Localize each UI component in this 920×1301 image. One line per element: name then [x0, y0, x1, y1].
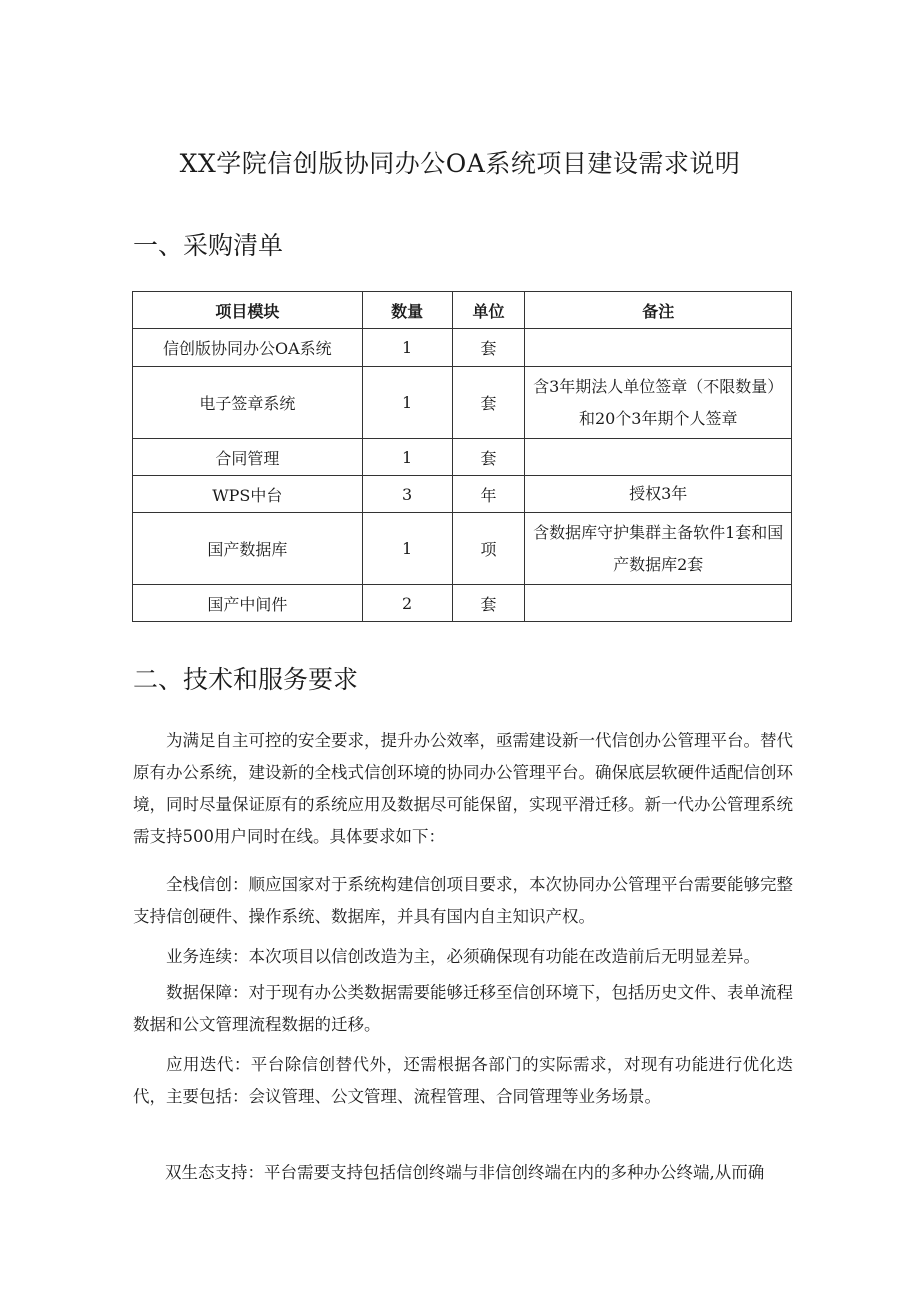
table-header-cell: 数量	[362, 292, 452, 329]
table-cell-module: 合同管理	[133, 439, 363, 476]
document-title: XX学院信创版协同办公OA系统项目建设需求说明	[179, 149, 741, 178]
paragraph: 双生态支持：平台需要支持包括信创终端与非信创终端在内的多种办公终端,从而确	[165, 1163, 765, 1182]
table-cell-quantity: 2	[362, 585, 452, 622]
procurement-table	[132, 291, 792, 622]
table-row	[133, 367, 792, 439]
table-cell-quantity: 1	[362, 367, 452, 439]
table-cell-module: 电子签章系统	[133, 367, 363, 439]
table-cell-note	[525, 329, 792, 367]
table-cell-note: 授权3年	[525, 476, 792, 513]
table-cell-module: WPS中台	[133, 476, 363, 513]
table-cell-quantity: 1	[362, 329, 452, 367]
table-row	[133, 439, 792, 476]
table-cell-unit: 项	[452, 513, 525, 585]
table-cell-note	[525, 585, 792, 622]
table-cell-note: 含数据库守护集群主备软件1套和国产数据库2套	[525, 513, 792, 585]
table-header-cell: 备注	[525, 292, 792, 329]
table-cell-unit: 年	[452, 476, 525, 513]
table-cell-unit: 套	[452, 585, 525, 622]
table-cell-module: 国产数据库	[133, 513, 363, 585]
table-row	[133, 329, 792, 367]
table-row	[133, 585, 792, 622]
paragraph: 数据保障：对于现有办公类数据需要能够迁移至信创环境下，包括历史文件、表单流程数据和公文管理流程数据的迁移。	[133, 983, 793, 1034]
table-cell-module: 国产中间件	[133, 585, 363, 622]
table-cell-unit: 套	[452, 439, 525, 476]
table-cell-quantity: 3	[362, 476, 452, 513]
table-header-cell: 单位	[452, 292, 525, 329]
paragraph: 为满足自主可控的安全要求，提升办公效率，亟需建设新一代信创办公管理平台。替代原有办公系统，建设新的全栈式信创环境的协同办公管理平台。确保底层软硬件适配信创环境，同时尽量保证原有的系统应用及数据尽可能保留，实现平滑迁移。新一代办公管理系统需支持500用户同时在线。具体要求如下：	[133, 731, 793, 846]
table-cell-quantity: 1	[362, 513, 452, 585]
table-row	[133, 476, 792, 513]
section-heading-procurement: 一、采购清单	[133, 231, 284, 260]
table-cell-module: 信创版协同办公OA系统	[133, 329, 363, 367]
table-row	[133, 513, 792, 585]
table-header-cell: 项目模块	[133, 292, 363, 329]
table-cell-unit: 套	[452, 329, 525, 367]
section-heading-requirements: 二、技术和服务要求	[133, 665, 359, 694]
table-cell-note: 含3年期法人单位签章（不限数量）和20个3年期个人签章	[525, 367, 792, 439]
table-cell-note	[525, 439, 792, 476]
paragraph: 应用迭代：平台除信创替代外，还需根据各部门的实际需求，对现有功能进行优化迭代，主要包括：会议管理、公文管理、流程管理、合同管理等业务场景。	[133, 1055, 793, 1106]
paragraph: 业务连续：本次项目以信创改造为主，必须确保现有功能在改造前后无明显差异。	[166, 947, 760, 966]
table-header-row	[133, 292, 792, 329]
table-cell-unit: 套	[452, 367, 525, 439]
paragraph: 全栈信创：顺应国家对于系统构建信创项目要求，本次协同办公管理平台需要能够完整支持信创硬件、操作系统、数据库，并具有国内自主知识产权。	[133, 875, 793, 926]
table-cell-quantity: 1	[362, 439, 452, 476]
